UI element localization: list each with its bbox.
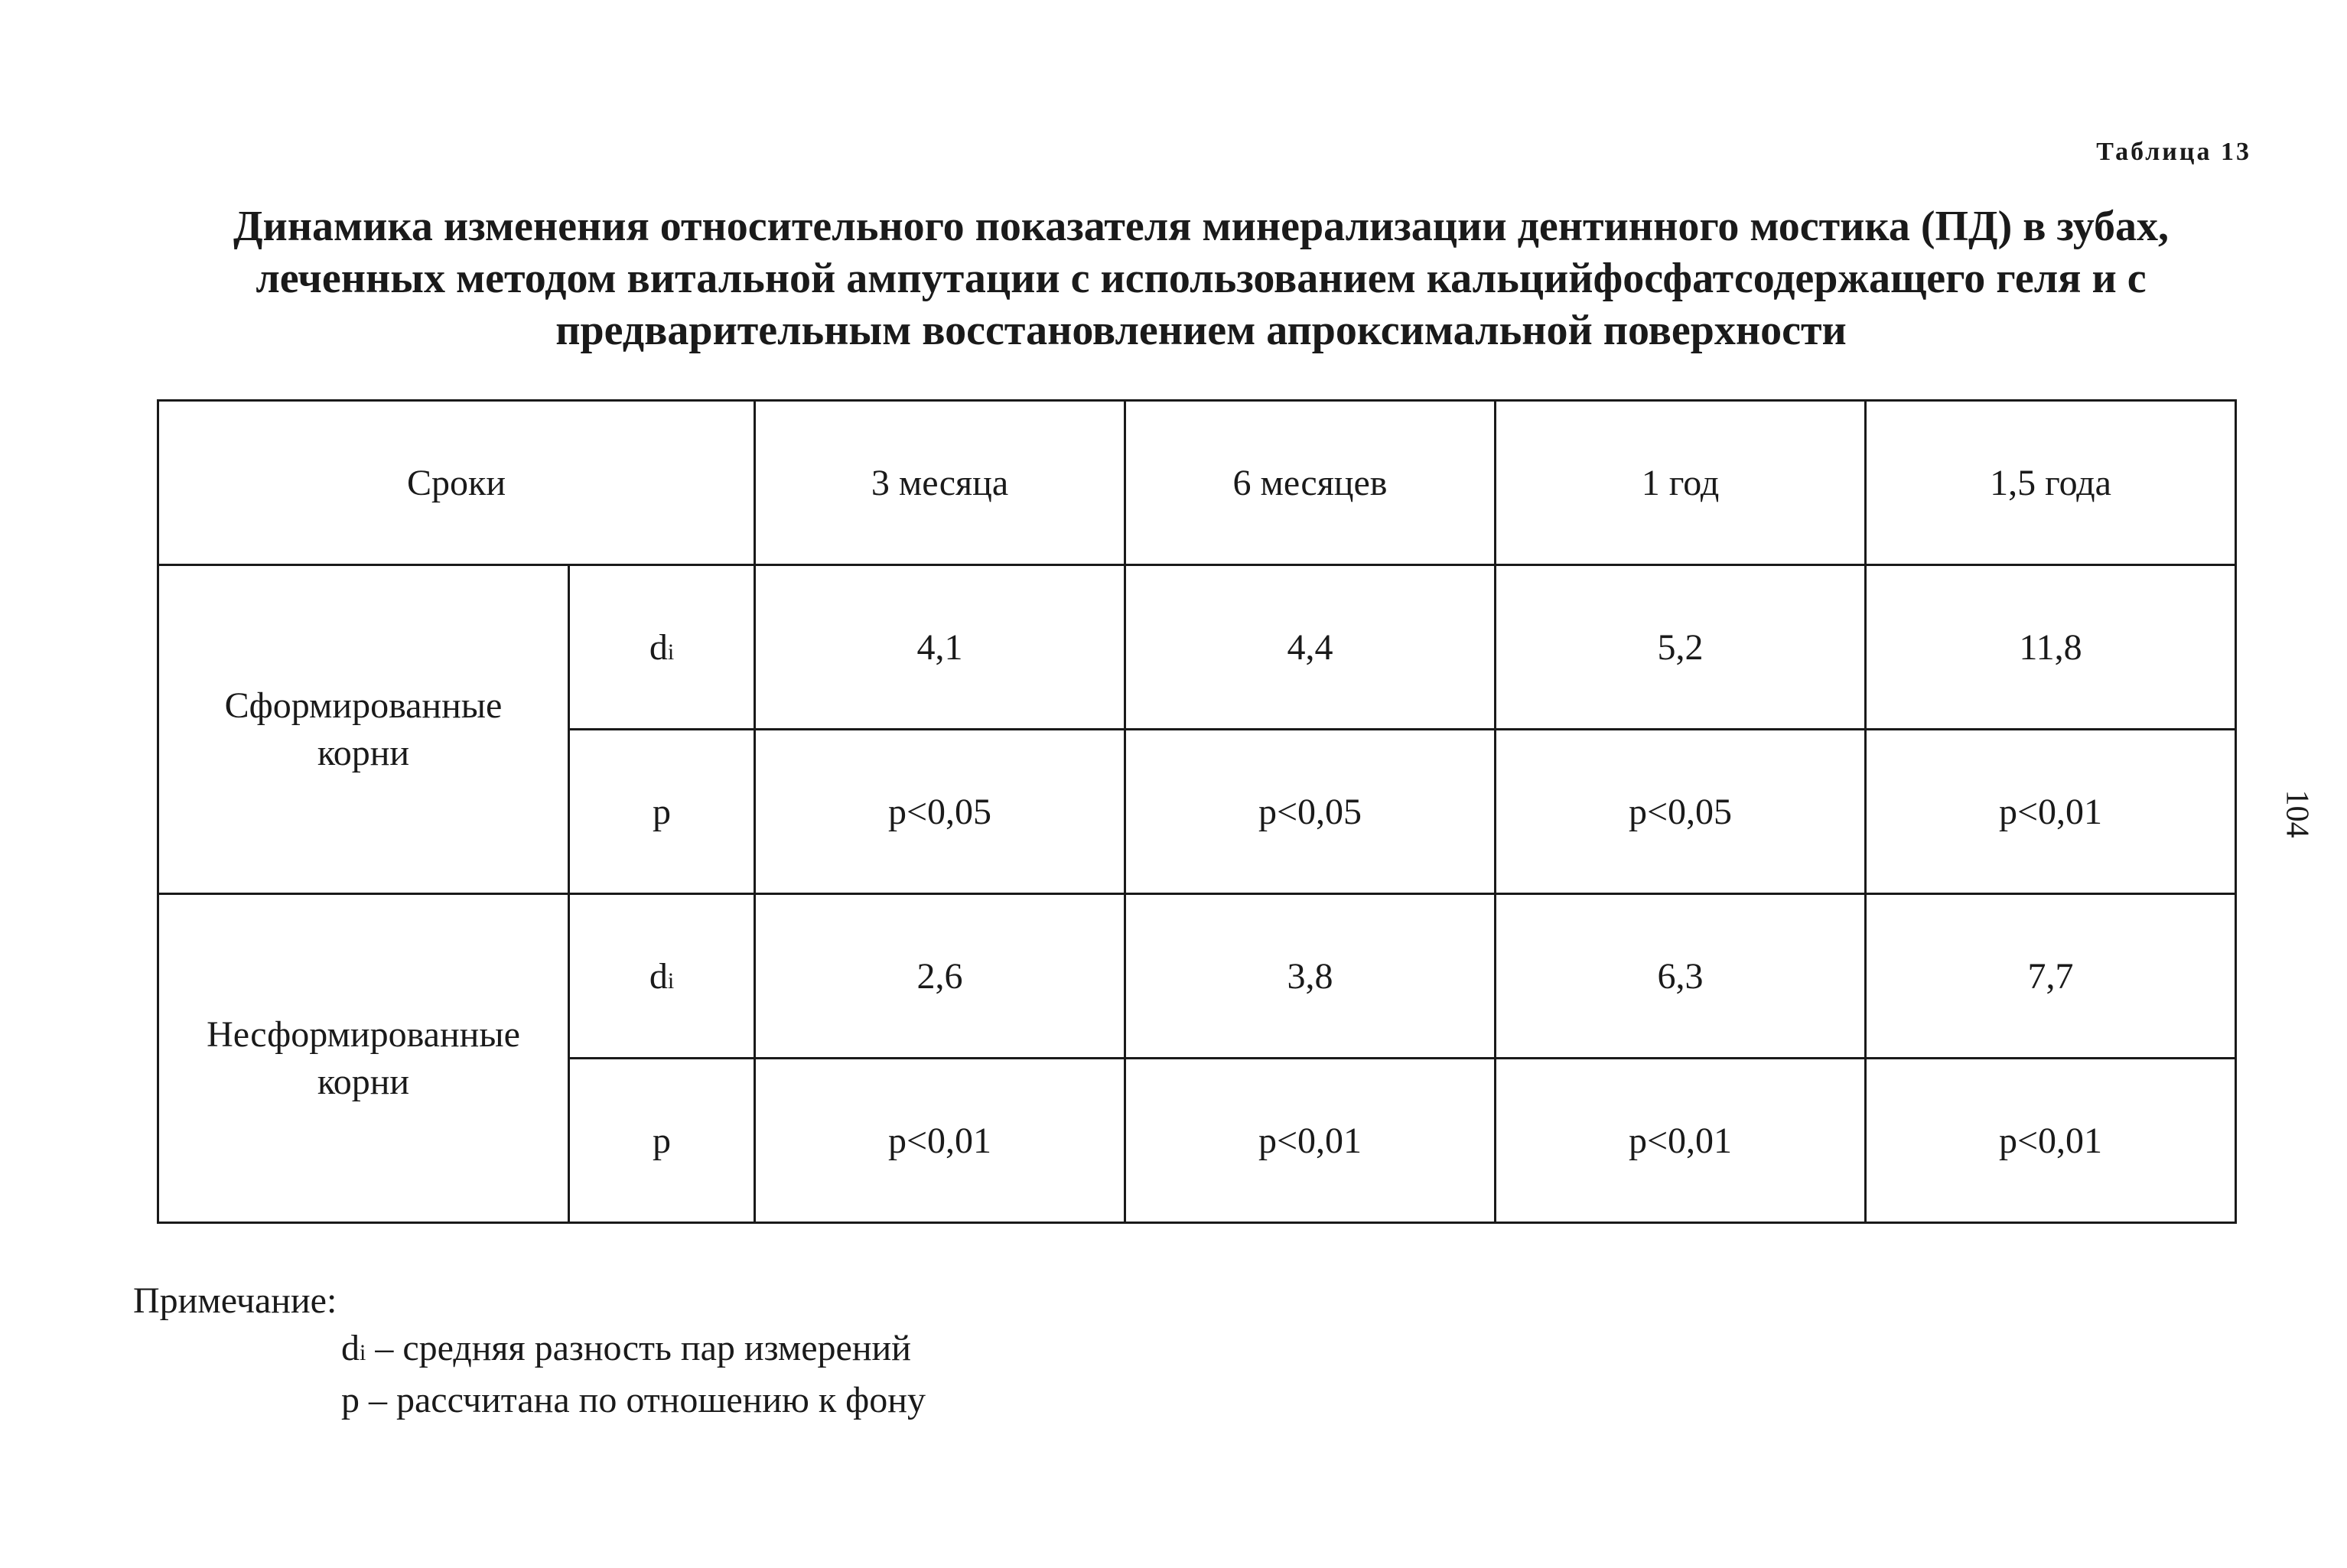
metric-subscript: i bbox=[667, 968, 675, 994]
note-symbol: d bbox=[341, 1328, 360, 1368]
value-cell: 3,8 bbox=[1125, 894, 1496, 1059]
title-line: леченных методом витальной ампутации с использованием кальцийфосфатсодержащего геля и с bbox=[256, 255, 2147, 302]
metric-subscript: i bbox=[667, 639, 675, 665]
page-number: 104 bbox=[2279, 789, 2315, 838]
note-line: p – рассчитана по отношению к фону bbox=[341, 1380, 926, 1420]
group-label-line: корни bbox=[317, 1061, 410, 1102]
group-label-unformed-roots bbox=[158, 894, 569, 1223]
table-header-row bbox=[158, 401, 2236, 565]
metric-symbol: d bbox=[649, 955, 668, 997]
title-line: предварительным восстановлением апроксимальной поверхности bbox=[555, 307, 1847, 354]
value-cell: 4,4 bbox=[1125, 565, 1496, 730]
note-heading: Примечание: bbox=[133, 1280, 337, 1321]
table-row bbox=[158, 565, 2236, 730]
table-title bbox=[115, 200, 2287, 356]
group-label-line: корни bbox=[317, 732, 410, 773]
metric-cell bbox=[569, 565, 755, 730]
value-cell: p<0,05 bbox=[755, 730, 1125, 894]
title-line: Динамика изменения относительного показателя минерализации дентинного мостика (ПД) в зубах, bbox=[233, 203, 2170, 250]
value-cell: 11,8 bbox=[1866, 565, 2236, 730]
group-label-line: Несформированные bbox=[207, 1013, 520, 1055]
note-text: – средняя разность пар измерений bbox=[366, 1328, 911, 1368]
value-cell: 6,3 bbox=[1496, 894, 1866, 1059]
metric-cell: p bbox=[569, 730, 755, 894]
value-cell: 7,7 bbox=[1866, 894, 2236, 1059]
value-cell: p<0,05 bbox=[1496, 730, 1866, 894]
note-subscript: i bbox=[360, 1340, 366, 1365]
group-label-line: Сформированные bbox=[224, 685, 503, 726]
data-table bbox=[157, 399, 2237, 1224]
value-cell: p<0,01 bbox=[1866, 730, 2236, 894]
group-label-formed-roots bbox=[158, 565, 569, 894]
table-number: Таблица 13 bbox=[2096, 138, 2251, 166]
value-cell: p<0,01 bbox=[1866, 1059, 2236, 1223]
metric-cell bbox=[569, 894, 755, 1059]
value-cell: p<0,05 bbox=[1125, 730, 1496, 894]
value-cell: p<0,01 bbox=[1125, 1059, 1496, 1223]
header-period-cell: 6 месяцев bbox=[1125, 401, 1496, 565]
value-cell: 2,6 bbox=[755, 894, 1125, 1059]
metric-cell: p bbox=[569, 1059, 755, 1223]
table-row bbox=[158, 894, 2236, 1059]
header-terms-cell: Сроки bbox=[158, 401, 755, 565]
value-cell: p<0,01 bbox=[755, 1059, 1125, 1223]
header-period-cell: 1,5 года bbox=[1866, 401, 2236, 565]
header-period-cell: 1 год bbox=[1496, 401, 1866, 565]
value-cell: 5,2 bbox=[1496, 565, 1866, 730]
note-line bbox=[133, 1325, 926, 1377]
value-cell: 4,1 bbox=[755, 565, 1125, 730]
header-period-cell: 3 месяца bbox=[755, 401, 1125, 565]
metric-symbol: d bbox=[649, 626, 668, 668]
value-cell: p<0,01 bbox=[1496, 1059, 1866, 1223]
table-note bbox=[133, 1277, 926, 1424]
